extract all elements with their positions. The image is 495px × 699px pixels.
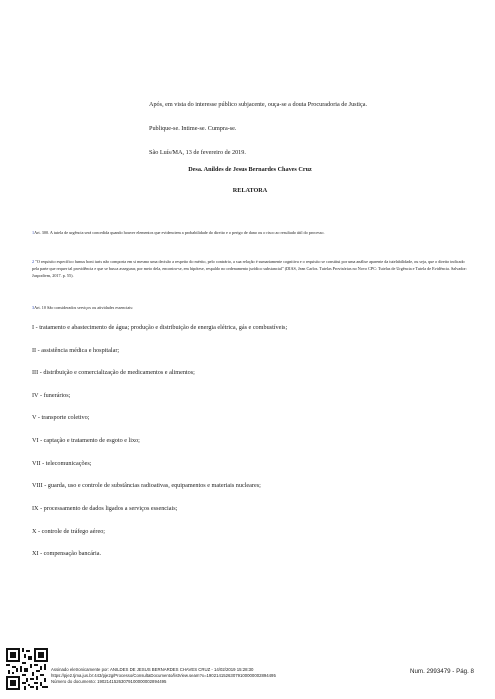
- footnote-1-number: 1: [32, 230, 35, 235]
- footnote-2: [32, 258, 468, 279]
- footer-document-id: Número do documento: 19021415263079100000002894495: [51, 679, 167, 684]
- footnote-1-text: Art. 300. A tutela de urgência será concedida quando houver elementos que evidenciem a probabilidade do direito e o perigo de dano ou o risco ao resultado útil do processo.: [34, 230, 325, 235]
- qr-code-icon: [6, 648, 48, 690]
- paragraph-procuradoria: Após, em vista do interesse público subjacente, ouça-se a douta Procuradoria de Justiça.: [149, 101, 368, 108]
- list-item: II - assistência médica e hospitalar;: [32, 347, 120, 354]
- list-item: X - controle de tráfego aéreo;: [32, 528, 106, 535]
- footer-verification-link[interactable]: https://pje2.tjma.jus.br:443/pje2g/Processo/ConsultaDocumento/listView.seam?x=19021415263079100000002894495: [51, 673, 276, 678]
- footnote-3-number: 3: [32, 305, 35, 310]
- footnote-2-text: "O requisito específico fumus boni iuris não comporta em si mesmo uma decisão a respeito do mérito, pelo contrário, a sua relação é sumariamente cognitiva e o requisito se constitui por uma análise aparente da tutelabilidade, ou seja, que o direito indicado pela parte que requer tal providência e que se busca assegurar, por meio dela, encontra-se, em hipótese, respaldo no ordenamento jurídico substancial" (DIAS, Jean Carlos. Tutelas Provisórias no Novo CPC: Tutelas de Urgência e Tutela de Evidência. Salvador: Juspodivm, 2017. p. 55).: [32, 259, 467, 278]
- list-item: VI - captação e tratamento de esgoto e lixo;: [32, 437, 140, 444]
- footer-signature-info: [51, 667, 276, 685]
- document-number: Num. 2993479 - Pág. 8: [410, 668, 474, 675]
- footnote-2-number: 2: [32, 259, 35, 264]
- list-item: I - tratamento e abastecimento de água; produção e distribuição de energia elétrica, gás e combustíveis;: [32, 324, 288, 331]
- paragraph-publique: Publique-se. Intime-se. Cumpra-se.: [149, 125, 237, 132]
- footer-signed-by: Assinado eletronicamente por: ANILDES DE JESUS BERNARDES CHAVES CRUZ - 14/02/2019 15:28:30: [51, 667, 254, 672]
- list-item: III - distribuição e comercialização de medicamentos e alimentos;: [32, 369, 195, 376]
- signature-role: RELATORA: [232, 187, 268, 194]
- list-item: IV - funerários;: [32, 392, 71, 399]
- list-item: IX - processamento de dados ligados a serviços essenciais;: [32, 505, 178, 512]
- list-item: VII - telecomunicações;: [32, 460, 92, 467]
- signature-name: Desa. Anildes de Jesus Bernardes Chaves Cruz: [188, 166, 312, 173]
- list-item: XI - compensação bancária.: [32, 550, 102, 557]
- footnote-3-text: Art. 10 São considerados serviços ou atividades essenciais:: [34, 305, 134, 310]
- list-item: V - transporte coletivo;: [32, 414, 90, 421]
- footnote-1: [32, 229, 468, 236]
- footnote-3: [32, 304, 468, 311]
- paragraph-date: São Luís/MA, 13 de fevereiro de 2019.: [149, 149, 246, 156]
- list-item: VIII - guarda, uso e controle de substâncias radioativas, equipamentos e materiais nucleares;: [32, 482, 261, 489]
